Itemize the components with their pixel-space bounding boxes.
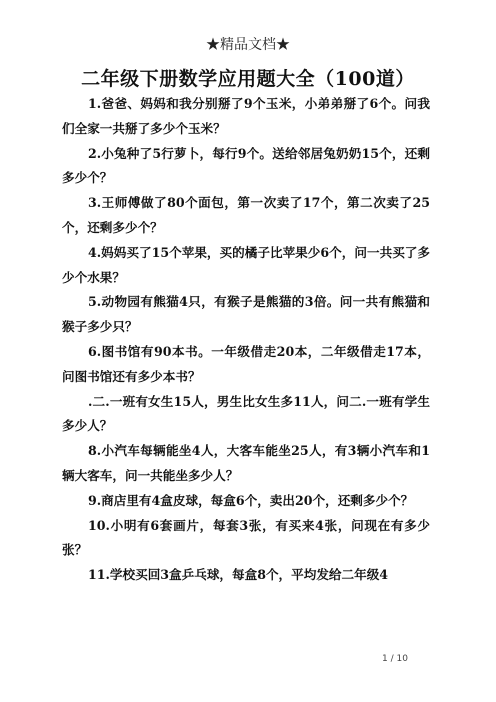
problem-item: 8.小汽车每辆能坐4人，大客车能坐25人，有3辆小汽车和1辆大客车，问一共能坐多少人？: [62, 443, 430, 483]
header-mark: ★精品文档★: [206, 37, 290, 53]
problem-item: 10.小明有6套画片，每套3张，有买来4张，问现在有多少张？: [62, 517, 430, 558]
page-title: 二年级下册数学应用题大全（100道）: [81, 68, 415, 90]
problem-item: 2.小兔种了5行萝卜，每行9个。送给邻居兔奶奶15个，还剩多少个？: [62, 145, 430, 186]
problem-item: 11.学校买回3盒乒乓球，每盒8个，平均发给二年级4: [88, 567, 389, 583]
problem-item: 6.图书馆有90本书。一年级借走20本，二年级借走17本，问图书馆还有多少本书？: [62, 343, 430, 384]
problem-item: 9.商店里有4盒皮球，每盒6个，卖出20个，还剩多少个？: [88, 492, 414, 508]
problem-item: 4.妈妈买了15个苹果，买的橘子比苹果少6个，问一共买了多少个水果？: [62, 244, 430, 285]
page-number: 1 / 10: [382, 654, 408, 664]
problem-item: 5.动物园有熊猫4只，有猴子是熊猫的3倍。问一共有熊猫和猴子多少只？: [62, 294, 430, 335]
problem-item: 1.爸爸、妈妈和我分别掰了9个玉米，小弟弟掰了6个。问我们全家一共掰了多少个玉米？: [62, 96, 430, 136]
problem-item: 3.王师傅做了80个面包，第一次卖了17个，第二次卖了25个，还剩多少个？: [62, 195, 430, 235]
problem-list: [62, 92, 430, 588]
problem-item: .二.一班有女生15人，男生比女生多11人，问二.一班有学生多少人？: [62, 393, 430, 434]
